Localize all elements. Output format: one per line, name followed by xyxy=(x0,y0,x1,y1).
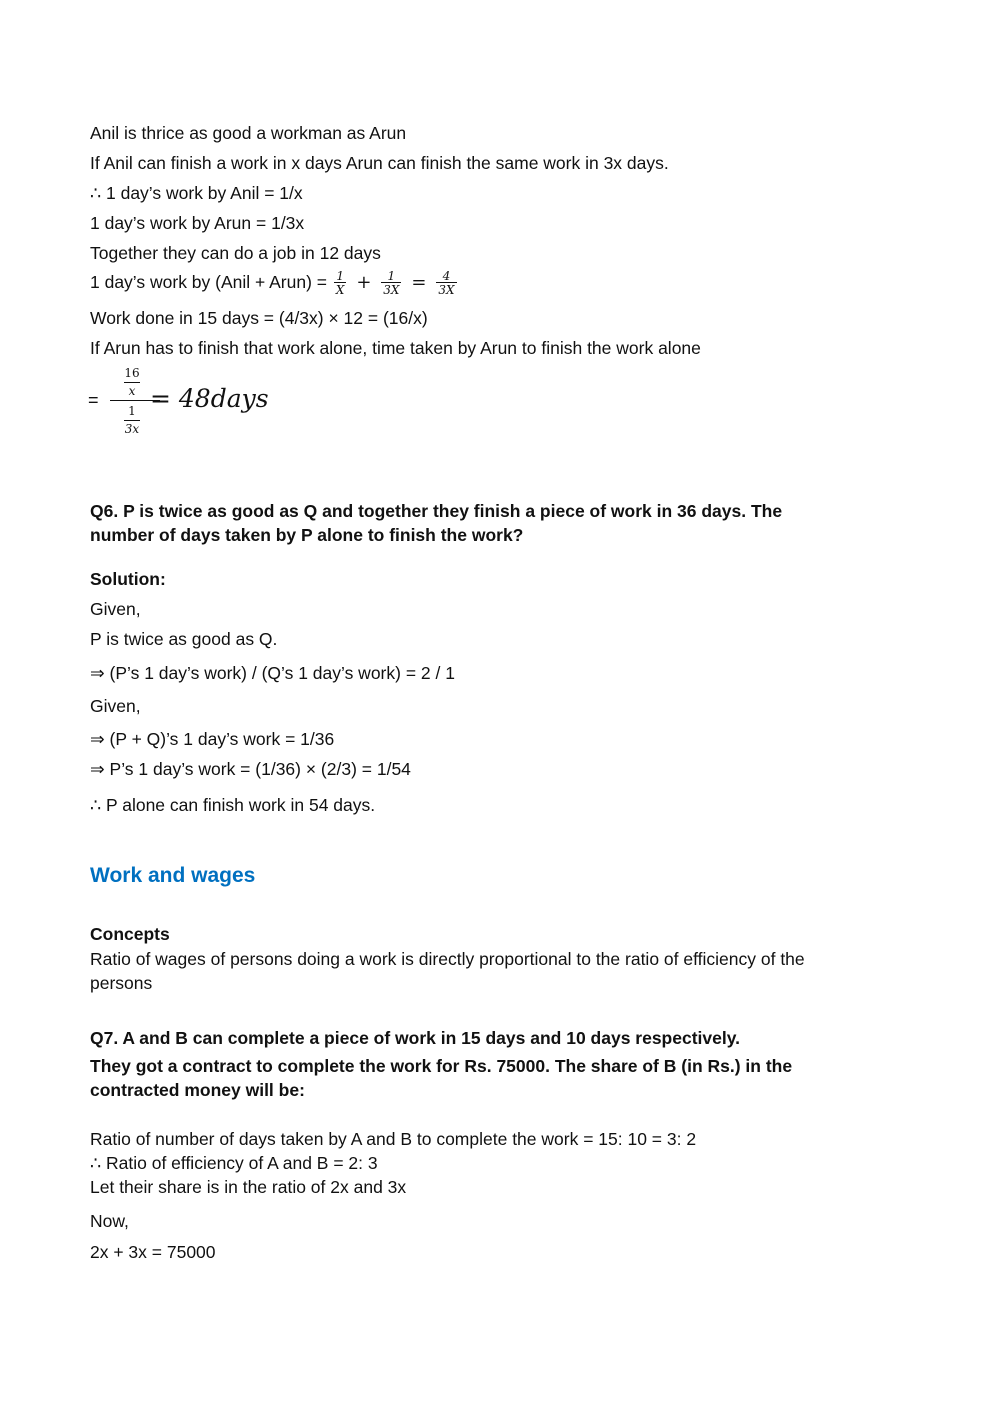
q7-question-line-3: contracted money will be: xyxy=(90,1080,305,1100)
q6-question-line-2: number of days taken by P alone to finish the work? xyxy=(90,525,524,545)
cf-inner-bar-top xyxy=(124,382,140,383)
intro-line-4: 1 day’s work by Arun = 1/3x xyxy=(90,213,305,233)
fraction-4-over-3x: $\frac{4}{3X}$ xyxy=(438,269,455,298)
intro-line-8: If Arun has to finish that work alone, time taken by Arun to finish the work alone xyxy=(90,338,701,358)
plus-sign: + xyxy=(356,272,372,294)
q6-solution-line-7: ∴ P alone can finish work in 54 days. xyxy=(90,795,376,815)
q7-solution-line-2: ∴ Ratio of efficiency of A and B = 2: 3 xyxy=(90,1153,378,1173)
q7-solution-line-1: Ratio of number of days taken by A and B to complete the work = 15: 10 = 3: 2 xyxy=(90,1129,697,1149)
fraction-1-over-3x: $\frac{1}{3X}$ xyxy=(383,269,400,298)
q7-question-line-1: Q7. A and B can complete a piece of work in 15 days and 10 days respectively. xyxy=(90,1028,741,1048)
equation-prefix: 1 day’s work by (Anil + Arun) = xyxy=(90,272,328,292)
result-48-days: = 48days xyxy=(150,384,269,413)
complex-equals-sign: = xyxy=(88,390,99,410)
section-heading: Work and wages xyxy=(90,864,256,887)
fraction-1-over-x: $\frac{1}{X}$ xyxy=(335,269,345,298)
q7-solution-line-4: Now, xyxy=(90,1211,129,1231)
q7-question-line-2: They got a contract to complete the work for Rs. 75000. The share of B (in Rs.) in the xyxy=(90,1056,793,1076)
q7-solution-line-3: Let their share is in the ratio of 2x and 3x xyxy=(90,1177,407,1197)
cf-numerator-16: 16 xyxy=(124,366,140,380)
cf-inner-bar-bottom xyxy=(124,420,140,421)
concept-line-2: persons xyxy=(90,973,153,993)
intro-line-7: Work done in 15 days = (4/3x) × 12 = (16/x) xyxy=(90,308,428,328)
q6-solution-line-4: Given, xyxy=(90,696,141,716)
q6-solution-label: Solution: xyxy=(90,569,166,589)
q6-question-line-1: Q6. P is twice as good as Q and together they finish a piece of work in 36 days. The xyxy=(90,501,783,521)
cf-numerator-x: x xyxy=(128,384,136,398)
complex-fraction-equation xyxy=(88,364,348,440)
intro-line-1: Anil is thrice as good a workman as Arun xyxy=(90,123,407,143)
cf-denominator-3x: 3x xyxy=(124,422,140,436)
equals-sign: = xyxy=(411,272,427,294)
concepts-label: Concepts xyxy=(90,924,170,944)
q6-solution-line-3: ⇒ (P’s 1 day’s work) / (Q’s 1 day’s work) = 2 / 1 xyxy=(90,663,455,683)
q7-solution-line-5: 2x + 3x = 75000 xyxy=(90,1242,216,1262)
combined-work-equation xyxy=(90,266,459,299)
q6-solution-line-2: P is twice as good as Q. xyxy=(90,629,278,649)
intro-line-2: If Anil can finish a work in x days Arun can finish the same work in 3x days. xyxy=(90,153,669,173)
intro-line-5: Together they can do a job in 12 days xyxy=(90,243,381,263)
q6-solution-line-1: Given, xyxy=(90,599,141,619)
q6-solution-line-6: ⇒ P’s 1 day’s work = (1/36) × (2/3) = 1/54 xyxy=(90,759,411,779)
concept-line-1: Ratio of wages of persons doing a work is directly proportional to the ratio of efficiency of the xyxy=(90,949,805,969)
q6-solution-line-5: ⇒ (P + Q)’s 1 day’s work = 1/36 xyxy=(90,729,335,749)
cf-denominator-1: 1 xyxy=(128,404,136,418)
intro-line-3: ∴ 1 day’s work by Anil = 1/x xyxy=(90,183,303,203)
